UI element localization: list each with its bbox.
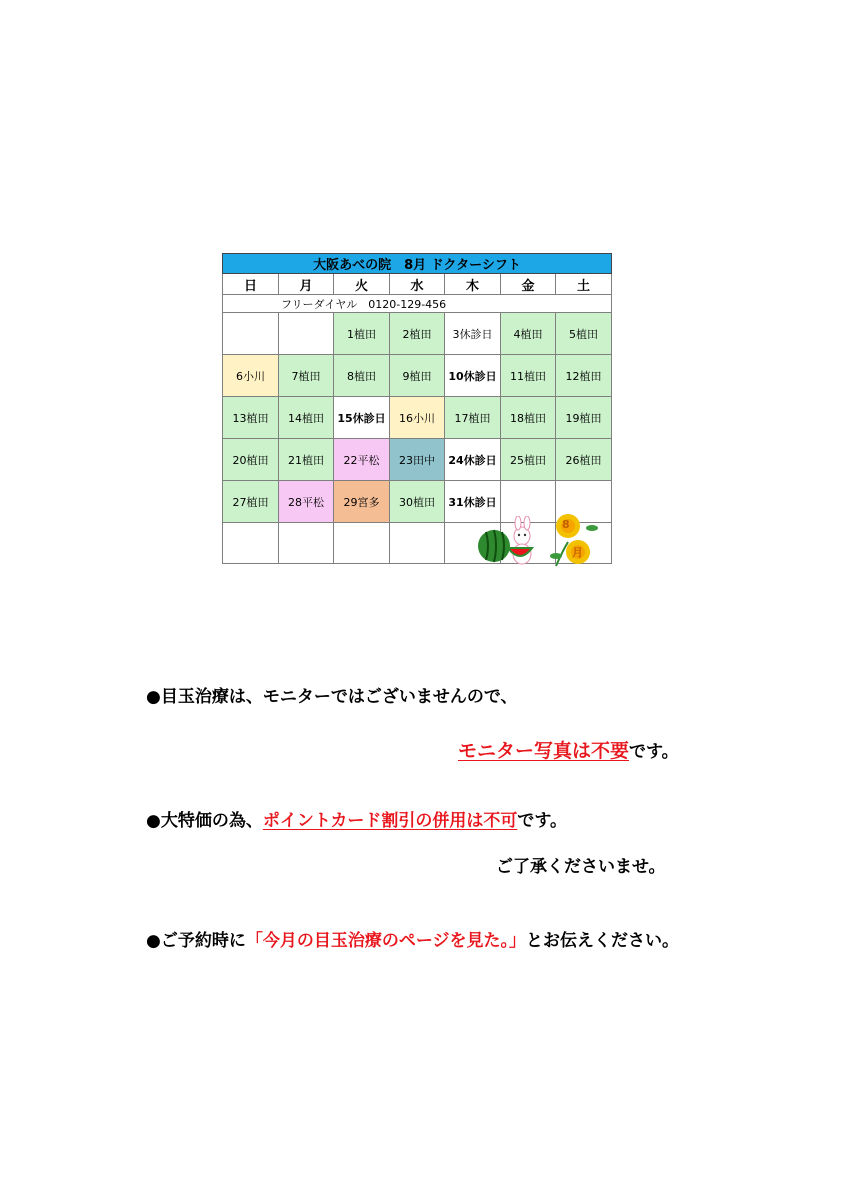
day-cell: 16小川 <box>390 397 445 439</box>
day-of-week-cell: 水 <box>390 274 445 295</box>
day-cell: 4植田 <box>501 313 556 355</box>
notice-reservation-emphasis: 「今月の目玉治療のページを見た。」 <box>245 931 527 951</box>
day-cell: 11植田 <box>501 355 556 397</box>
day-cell: 6小川 <box>223 355 279 397</box>
day-cell: 3休診日 <box>445 313 501 355</box>
calendar-week-row <box>223 439 612 481</box>
calendar-weeks <box>223 313 612 523</box>
day-cell: 20植田 <box>223 439 279 481</box>
day-cell: 25植田 <box>501 439 556 481</box>
notice-point-card-emphasis: ポイントカード割引の併用は不可 <box>262 811 518 831</box>
calendar-week-row <box>223 397 612 439</box>
notice-point-card-tail: です。 <box>517 811 567 831</box>
calendar-week-row <box>223 313 612 355</box>
empty-cell <box>279 313 334 355</box>
day-cell: 12植田 <box>556 355 612 397</box>
notice-monitor: ●目玉治療は、モニターではございませんので、 <box>146 687 518 707</box>
day-cell: 15休診日 <box>334 397 390 439</box>
day-cell: 13植田 <box>223 397 279 439</box>
notice-reservation-tail: とお伝えください。 <box>526 931 680 951</box>
day-cell: 2植田 <box>390 313 445 355</box>
day-cell: 8植田 <box>334 355 390 397</box>
day-cell: 26植田 <box>556 439 612 481</box>
day-cell: 22平松 <box>334 439 390 481</box>
notice-thanks: ご了承くださいませ。 <box>496 857 666 877</box>
day-cell: 28平松 <box>279 481 334 523</box>
day-cell: 17植田 <box>445 397 501 439</box>
day-cell: 14植田 <box>279 397 334 439</box>
day-cell: 18植田 <box>501 397 556 439</box>
day-cell: 7植田 <box>279 355 334 397</box>
day-cell: 24休診日 <box>445 439 501 481</box>
empty-cell <box>223 523 279 564</box>
day-of-week-cell: 土 <box>556 274 612 295</box>
notice-photo-tail: です。 <box>629 742 679 762</box>
phone-number: フリーダイヤル 0120-129-456 <box>223 295 612 313</box>
day-cell: 30植田 <box>390 481 445 523</box>
empty-cell <box>390 523 445 564</box>
day-cell: 5植田 <box>556 313 612 355</box>
day-cell: 31休診日 <box>445 481 501 523</box>
day-of-week-cell: 日 <box>223 274 279 295</box>
empty-cell <box>223 313 279 355</box>
day-of-week-cell: 火 <box>334 274 390 295</box>
day-cell: 1植田 <box>334 313 390 355</box>
notice-point-card <box>146 806 567 831</box>
day-of-week-header <box>223 274 612 295</box>
day-cell: 9植田 <box>390 355 445 397</box>
sunflower-label-month: 月 <box>572 546 583 559</box>
day-cell: 23田中 <box>390 439 445 481</box>
day-cell: 29宮多 <box>334 481 390 523</box>
empty-cell <box>334 523 390 564</box>
day-of-week-cell: 木 <box>445 274 501 295</box>
sunflower-label-8: 8 <box>562 518 570 531</box>
calendar-week-row <box>223 355 612 397</box>
day-of-week-cell: 月 <box>279 274 334 295</box>
day-of-week-cell: 金 <box>501 274 556 295</box>
notice-reservation <box>146 926 679 951</box>
day-cell: 19植田 <box>556 397 612 439</box>
notice-photo <box>458 736 679 763</box>
day-cell: 10休診日 <box>445 355 501 397</box>
notice-photo-emphasis: モニター写真は不要 <box>458 740 630 762</box>
notice-reservation-head: ●ご予約時に <box>146 931 246 951</box>
day-cell: 27植田 <box>223 481 279 523</box>
calendar-title: 大阪あべの院 8月 ドクターシフト <box>223 254 612 274</box>
watermelon-rabbit-illustration <box>476 516 546 566</box>
day-cell: 21植田 <box>279 439 334 481</box>
empty-cell <box>279 523 334 564</box>
notice-point-card-head: ●大特価の為、 <box>146 811 263 831</box>
